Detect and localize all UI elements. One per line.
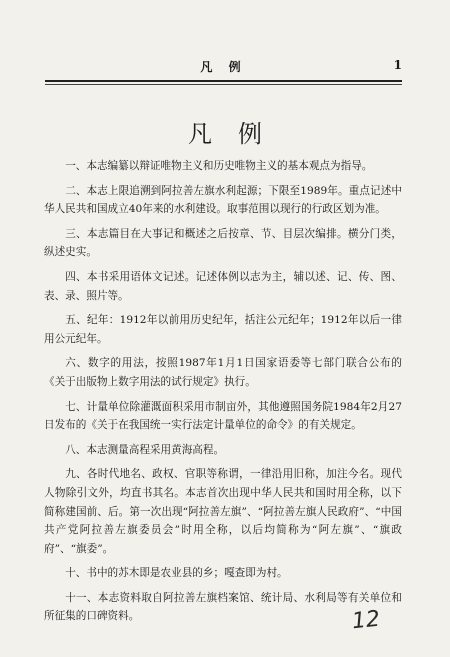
handwritten-note: 12 xyxy=(350,606,382,635)
paragraph: 二、本志上限追溯到阿拉善左旗水利起源；下限至1989年。重点记述中华人民共和国成立40年来的水利建设。取事范围以现行的行政区划为准。 xyxy=(44,184,402,216)
paragraph: 一、本志编纂以辩证唯物主义和历史唯物主义的基本观点为指导。 xyxy=(65,160,373,172)
paragraph: 四、本书采用语体文记述。记述体例以志为主，辅以述、记、传、图、表、录、照片等。 xyxy=(44,270,402,302)
header-rule-thin xyxy=(45,84,402,85)
running-head xyxy=(45,58,402,80)
document-body xyxy=(44,157,402,632)
page-heading: 凡例 xyxy=(188,120,288,148)
paragraph: 七、计量单位除灌溉面积采用市制亩外，其他遵照国务院1984年2月27日发布的《关于在我国统一实行法定计量单位的命令》的有关规定。 xyxy=(44,400,402,432)
running-head-title: 凡 例 xyxy=(200,60,247,74)
paragraph: 十、书中的苏木即是农业县的乡；嘎查即为村。 xyxy=(65,567,288,580)
paragraph: 五、纪年：1912年以前用历史纪年，括注公元纪年；1912年以后一律用公元纪年。 xyxy=(44,314,402,345)
paragraph: 十一、本志资料取自阿拉善左旗档案馆、统计局、水利局等有关单位和所征集的口碑资料。 xyxy=(44,591,402,623)
header-rule-thick xyxy=(45,80,402,82)
paragraph: 九、各时代地名、政权、官职等称谓，一律沿用旧称，加注今名。现代人物除引文外，均直书其名。本志首次出现中华人民共和国时用全称，以下简称建国前、后。第一次出现“阿拉善左旗”、“阿拉善左旗人民政府”、“中国共产党阿拉善左旗委员会”时用全称，以后均简称为“阿左旗”、“旗政府”、“旗委”。 xyxy=(44,468,402,555)
page-number: 1 xyxy=(393,58,402,72)
paragraph: 六、数字的用法，按照1987年1月1日国家语委等七部门联合公布的《关于出版物上数字用法的试行规定》执行。 xyxy=(44,357,402,388)
paragraph: 八、本志测量高程采用黄海高程。 xyxy=(65,443,225,456)
paragraph: 三、本志篇目在大事记和概述之后按章、节、目层次编排。横分门类，纵述史实。 xyxy=(44,227,402,259)
